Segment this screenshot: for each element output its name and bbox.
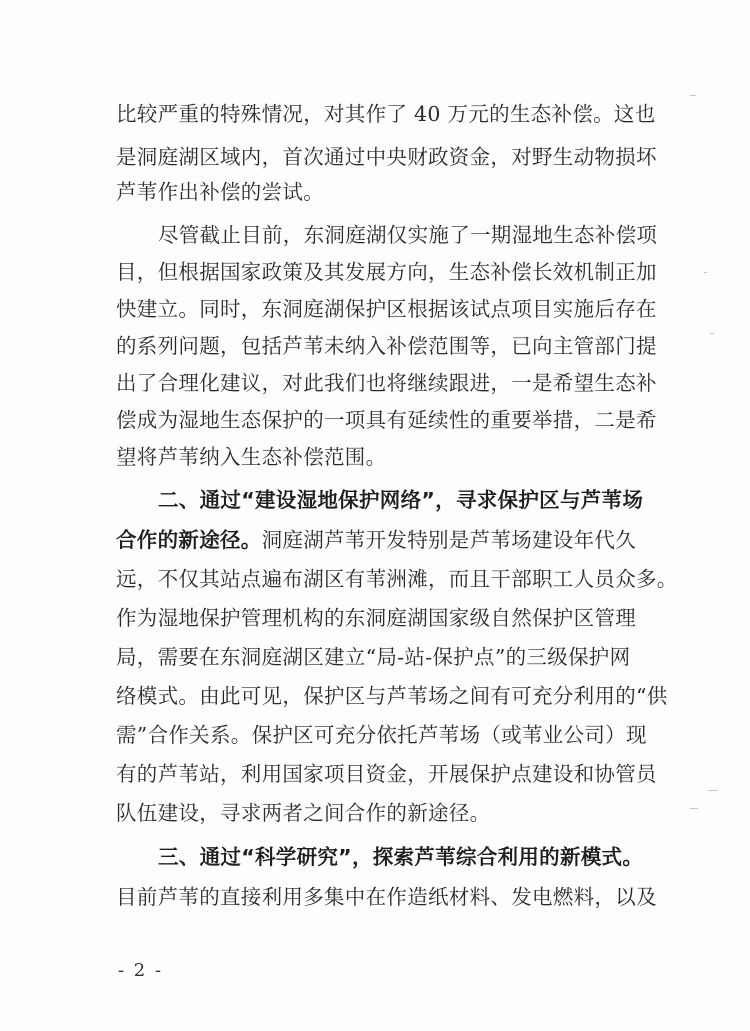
text-line: 目前芦苇的直接利用多集中在作造纸材料、发电燃料，以及	[116, 885, 657, 909]
text-line: 望将芦苇纳入生态补偿范围。	[116, 445, 387, 469]
section-heading-3: 三、通过“科学研究”，探索芦苇综合利用的新模式。	[158, 845, 644, 869]
text-line: 目，但根据国家政策及其发展方向，生态补偿长效机制正加	[116, 260, 657, 284]
scan-speck	[690, 808, 698, 809]
text-line: 出了合理化建议，对此我们也将继续跟进，一是希望生态补	[116, 371, 657, 395]
scan-speck	[704, 272, 707, 273]
text-line: 需”合作关系。保护区可充分依托芦苇场（或苇业公司）现	[116, 723, 647, 747]
text-line: 偿成为湿地生态保护的一项具有延续性的重要举措，二是希	[116, 408, 657, 432]
text-line: 有的芦苇站，利用国家项目资金，开展保护点建设和协管员	[116, 762, 657, 786]
text-line: 作为湿地保护管理机构的东洞庭湖国家级自然保护区管理	[116, 606, 636, 630]
text-line: 远，不仅其站点遍布湖区有苇洲滩，而且干部职工人员众多。	[116, 567, 678, 591]
section-heading-2: 二、通过“建设湿地保护网络”，寻求保护区与芦苇场	[158, 488, 644, 512]
scan-speck	[710, 333, 714, 334]
text-line-mixed	[116, 525, 636, 555]
text-line: 芦苇作出补偿的尝试。	[116, 180, 324, 204]
text-line-rest: 洞庭湖芦苇开发特别是芦苇场建设年代久	[261, 528, 637, 552]
text-line: 是洞庭湖区域内，首次通过中央财政资金，对野生动物损坏	[116, 145, 657, 169]
paragraph-first-line: 尽管截止目前，东洞庭湖仅实施了一期湿地生态补偿项	[158, 223, 658, 247]
section-heading-2-continued: 合作的新途径。	[116, 528, 262, 552]
text-line: 比较严重的特殊情况，对其作了 40 万元的生态补偿。这也	[116, 102, 656, 126]
page-number: - 2 -	[118, 960, 164, 981]
scan-speck	[708, 790, 718, 791]
text-line: 队伍建设，寻求两者之间合作的新途径。	[116, 801, 491, 825]
scan-speck	[690, 95, 696, 96]
text-line: 快建立。同时，东洞庭湖保护区根据该试点项目实施后存在	[116, 297, 657, 321]
text-line: 络模式。由此可见，保护区与芦苇场之间有可充分利用的“供	[116, 684, 668, 708]
text-line: 的系列问题，包括芦苇未纳入补偿范围等，已向主管部门提	[116, 334, 657, 358]
text-line: 局，需要在东洞庭湖区建立“局-站-保护点”的三级保护网	[116, 645, 631, 669]
